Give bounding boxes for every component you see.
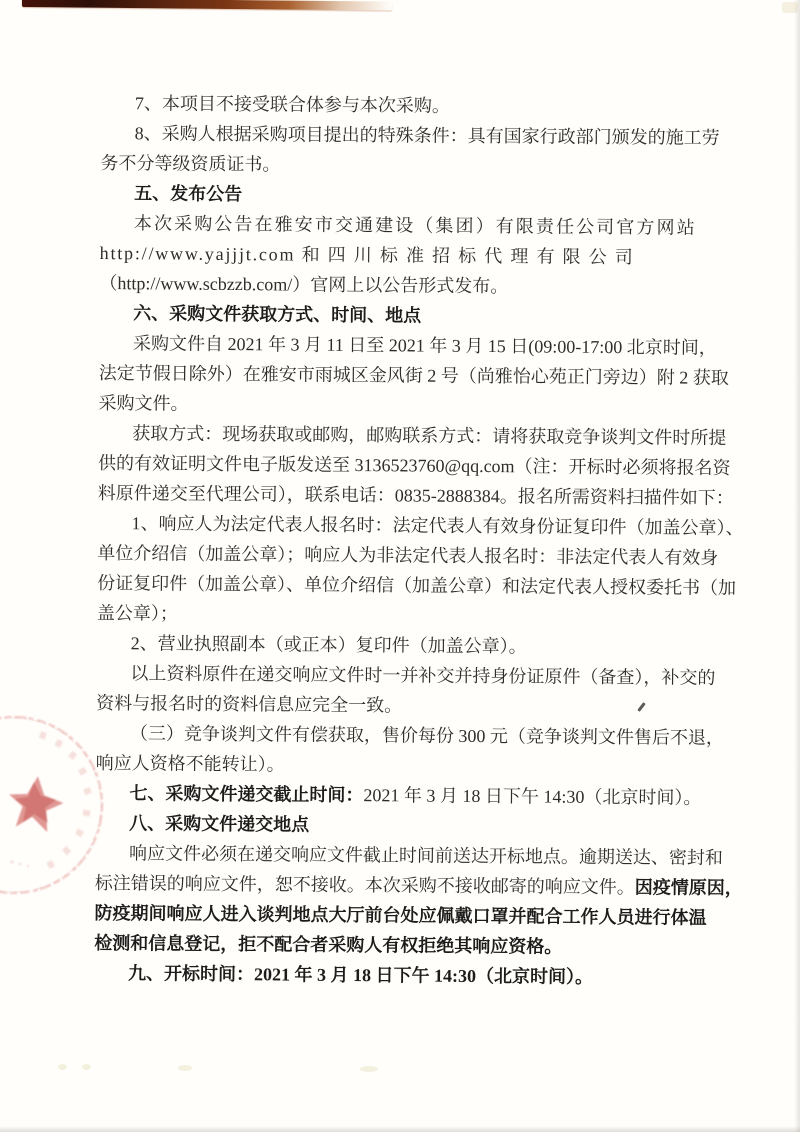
- scan-smudge: [360, 1066, 378, 1072]
- doc-line: 本次采购公告在雅安市交通建设（集团）有限责任公司官方网站: [133, 213, 697, 238]
- doc-line: 7、本项目不接受联合体参与本次采购。: [134, 93, 450, 116]
- doc-line: 8、采购人根据采购项目提出的特殊条件：具有国家行政部门颁发的施工劳: [134, 123, 720, 148]
- page-edge-right: [794, 0, 800, 1132]
- binding-strip: [22, 0, 392, 11]
- section-heading: 五、发布公告: [134, 183, 243, 205]
- doc-line: 获取方式：现场获取或邮购，邮购联系方式：请将获取竞争谈判文件时所提: [132, 423, 727, 448]
- doc-line: 检测和信息登记，拒不配合者采购人有权拒绝其响应资格。: [94, 932, 563, 957]
- doc-line: 以上资料原件在递交响应文件时一并补交并持身份证原件（备查），补交的: [130, 663, 716, 688]
- section-heading: 九、开标时间：2021 年 3 月 18 日下午 14:30（北京时间）。: [127, 963, 594, 987]
- doc-line: 资料与报名时的资料信息应完全一致。: [96, 692, 403, 716]
- scan-smudge: [178, 1065, 192, 1071]
- doc-line: 务不分等级资质证书。: [100, 152, 281, 175]
- doc-line: 七、采购文件递交截止时间：2021 年 3 月 18 日下午 14:30（北京时间）。: [129, 783, 702, 808]
- doc-line: 标注错误的响应文件，恕不接收。本次采购不接收邮寄的响应文件。因疫情原因，: [94, 872, 743, 899]
- doc-line: （http://www.scbzzb.com/）官网上以公告形式发布。: [99, 272, 509, 297]
- doc-line: 盖公章）；: [96, 602, 178, 624]
- doc-line: 供的有效证明文件电子版发送至 3136523760@qq.com（注：开标时必须将报名资: [97, 452, 731, 478]
- doc-line: 响应人资格不能转让）。: [95, 752, 285, 775]
- section-heading: 六、采购文件获取方式、时间、地点: [133, 303, 422, 326]
- doc-line: 采购文件。: [98, 392, 189, 414]
- doc-line: 料原件递交至代理公司），联系电话：0835-2888384。报名所需资料扫描件如下：: [97, 482, 734, 508]
- doc-line: （三）竞争谈判文件有偿获取，售价每份 300 元（竞争谈判文件售后不退，: [129, 723, 724, 748]
- doc-line: 响应文件必须在递交响应文件截止时间前送达开标地点。逾期送达、密封和: [128, 843, 724, 868]
- document-text: [94, 88, 744, 993]
- doc-line: http://www.yajjjt.com 和 四 川 标 准 招 标 代 理 有 限 公 司: [99, 242, 635, 268]
- doc-line: 份证复印件（加盖公章）、单位介绍信（加盖公章）和法定代表人授权委托书（加: [97, 572, 737, 599]
- doc-line: 1、响应人为法定代表人报名时：法定代表人有效身份证复印件（加盖公章）、: [131, 513, 744, 539]
- scan-smudge: [58, 1064, 67, 1070]
- doc-line: 2、营业执照副本（或正本）复印件（加盖公章）。: [130, 633, 527, 657]
- doc-line: 法定节假日除外）在雅安市雨城区金风街 2 号（尚雅怡心苑正门旁边）附 2 获取: [98, 362, 729, 388]
- section-heading: 八、采购文件递交地点: [129, 813, 310, 835]
- doc-line: 防疫期间响应人进入谈判地点大厅前台处应佩戴口罩并配合工作人员进行体温: [94, 902, 707, 928]
- doc-line: 单位介绍信（加盖公章）；响应人为非法定代表人报名时：非法定代表人有效身: [97, 542, 719, 568]
- scan-smudge: [82, 1064, 91, 1070]
- doc-line: 采购文件自 2021 年 3 月 11 日至 2021 年 3 月 15 日(09:00-17:00 北京时间，: [132, 333, 717, 358]
- page-edge-bottom: [0, 1126, 800, 1132]
